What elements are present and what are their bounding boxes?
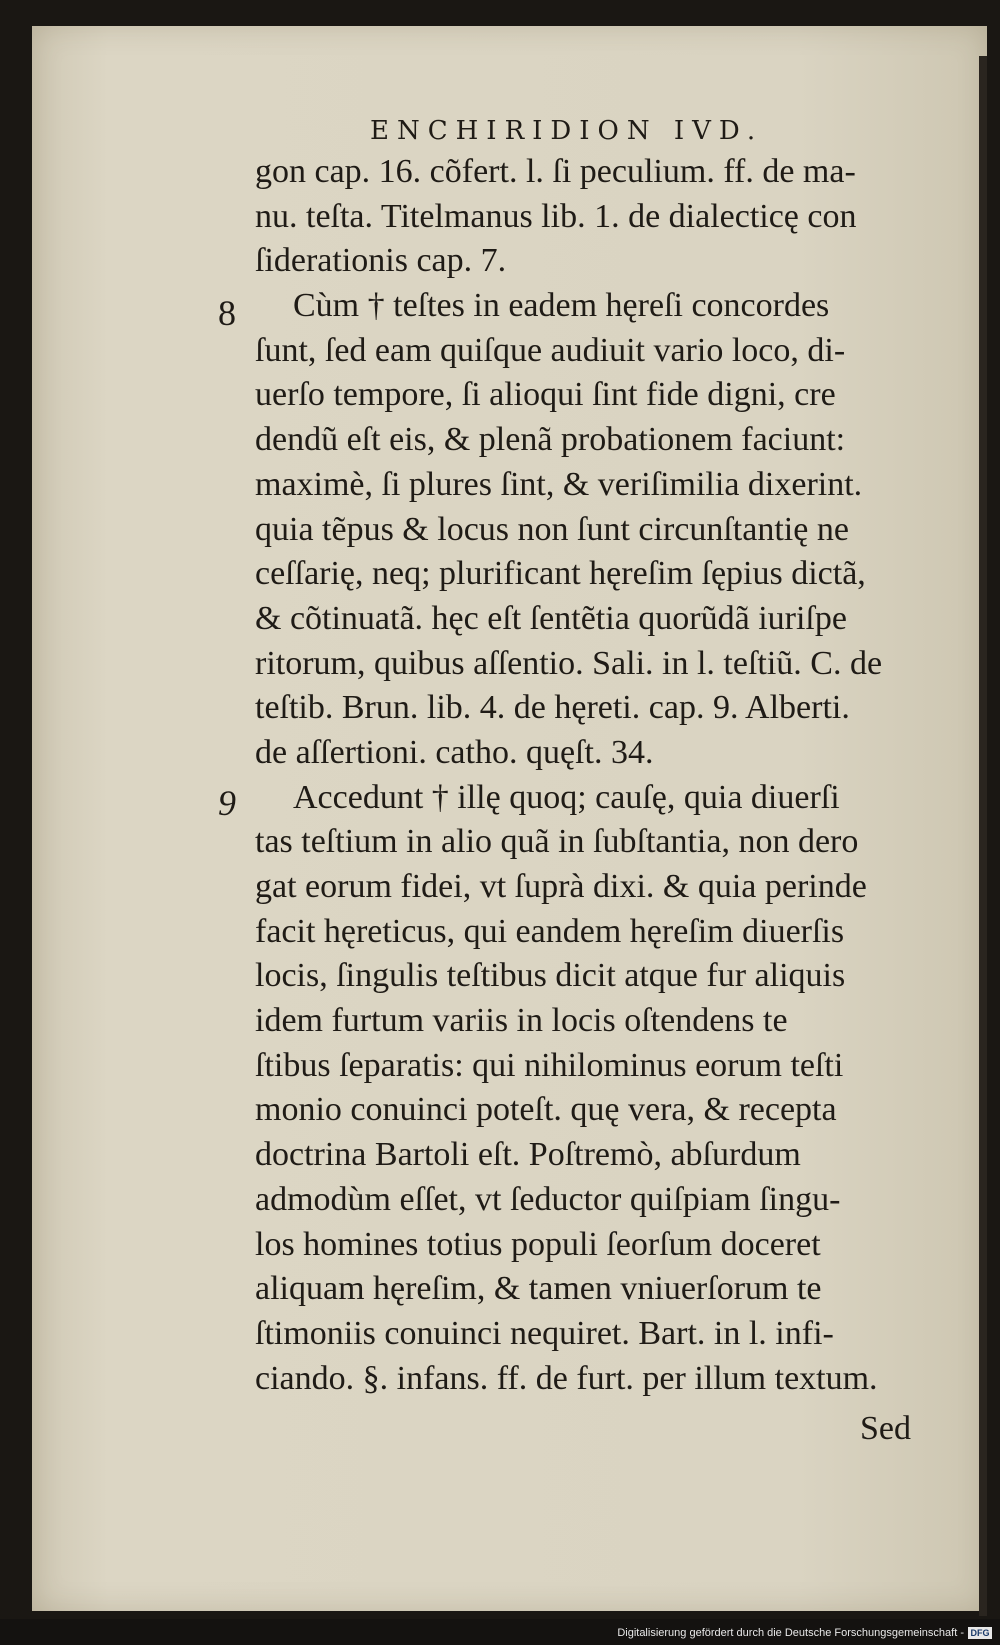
funding-notice: Digitalisierung gefördert durch die Deutsche Forschungsgemeinschaft - [617,1627,964,1639]
body-text [255,150,975,1401]
text-line: locis, ſingulis teſtibus dicit atque fur aliquis [255,957,846,995]
text-line: quia tẽpus & locus non ſunt circunſtantię ne [255,510,849,548]
text-line: ſtibus ſeparatis: qui nihilominus eorum teſti [255,1046,844,1084]
text-line: aliquam hęreſim, & tamen vniuerſorum te [255,1270,822,1308]
text-line: ceſſarię, neq; plurificant hęreſim ſępius dictã, [255,555,866,593]
text-line: Accedunt † illę quoq; cauſę, quia diuerſi [293,778,840,816]
text-line: doctrina Bartoli eſt. Poſtremò, abſurdum [255,1136,801,1174]
text-line: uerſo tempore, ſi alioqui ſint fide digni, cre [255,376,836,414]
text-line: admodùm eſſet, vt ſeductor quiſpiam ſingu- [255,1180,841,1218]
text-line: monio conuinci poteſt. quę vera, & recepta [255,1091,837,1129]
text-line: & cõtinuatã. hęc eſt ſentẽtia quorũdã iuriſpe [255,599,847,637]
page-edge [979,56,987,1616]
text-line: idem furtum variis in locis oſtendens te [255,1002,788,1040]
text-line: dendũ eſt eis, & plenã probationem faciunt: [255,421,846,459]
text-line: facit hęreticus, qui eandem hęreſim diuerſis [255,912,845,950]
text-line: gon cap. 16. cõfert. l. ſi peculium. ff. de ma- [255,153,856,190]
text-line: Cùm † teſtes in eadem hęreſi concordes [293,287,830,325]
margin-number-8: 8 [218,293,236,333]
text-line: ſtimoniis conuinci nequiret. Bart. in l. infi- [255,1314,834,1352]
text-line: ſunt, ſed eam quiſque audiuit vario loco, di- [255,331,846,369]
text-line: ritorum, quibus aſſentio. Sali. in l. teſtiũ. C. de [255,644,883,682]
text-line: gat eorum fidei, vt ſuprà dixi. & quia perinde [255,868,867,905]
text-line: teſtib. Brun. lib. 4. de hęreti. cap. 9. Alberti. [255,689,850,727]
text-line: maximè, ſi plures ſint, & veriſimilia dixerint. [255,465,863,503]
text-line: tas teſtium in alio quã in ſubſtantia, non dero [255,823,859,861]
dfg-logo-icon: DFG [968,1627,992,1639]
text-line: los homines totius populi ſeorſum doceret [255,1225,821,1263]
margin-number-9: 9 [218,783,236,823]
catchword: Sed [860,1410,911,1447]
text-line: de aſſertioni. catho. quęſt. 34. [255,733,654,771]
footer-bar [0,1619,1000,1645]
running-head: ENCHIRIDION IVD. [370,116,764,146]
text-line: nu. teſta. Titelmanus lib. 1. de dialecticę con [255,197,857,235]
text-line: ciando. §. infans. ff. de furt. per illum textum. [255,1359,878,1397]
text-line: ſiderationis cap. 7. [255,242,507,280]
